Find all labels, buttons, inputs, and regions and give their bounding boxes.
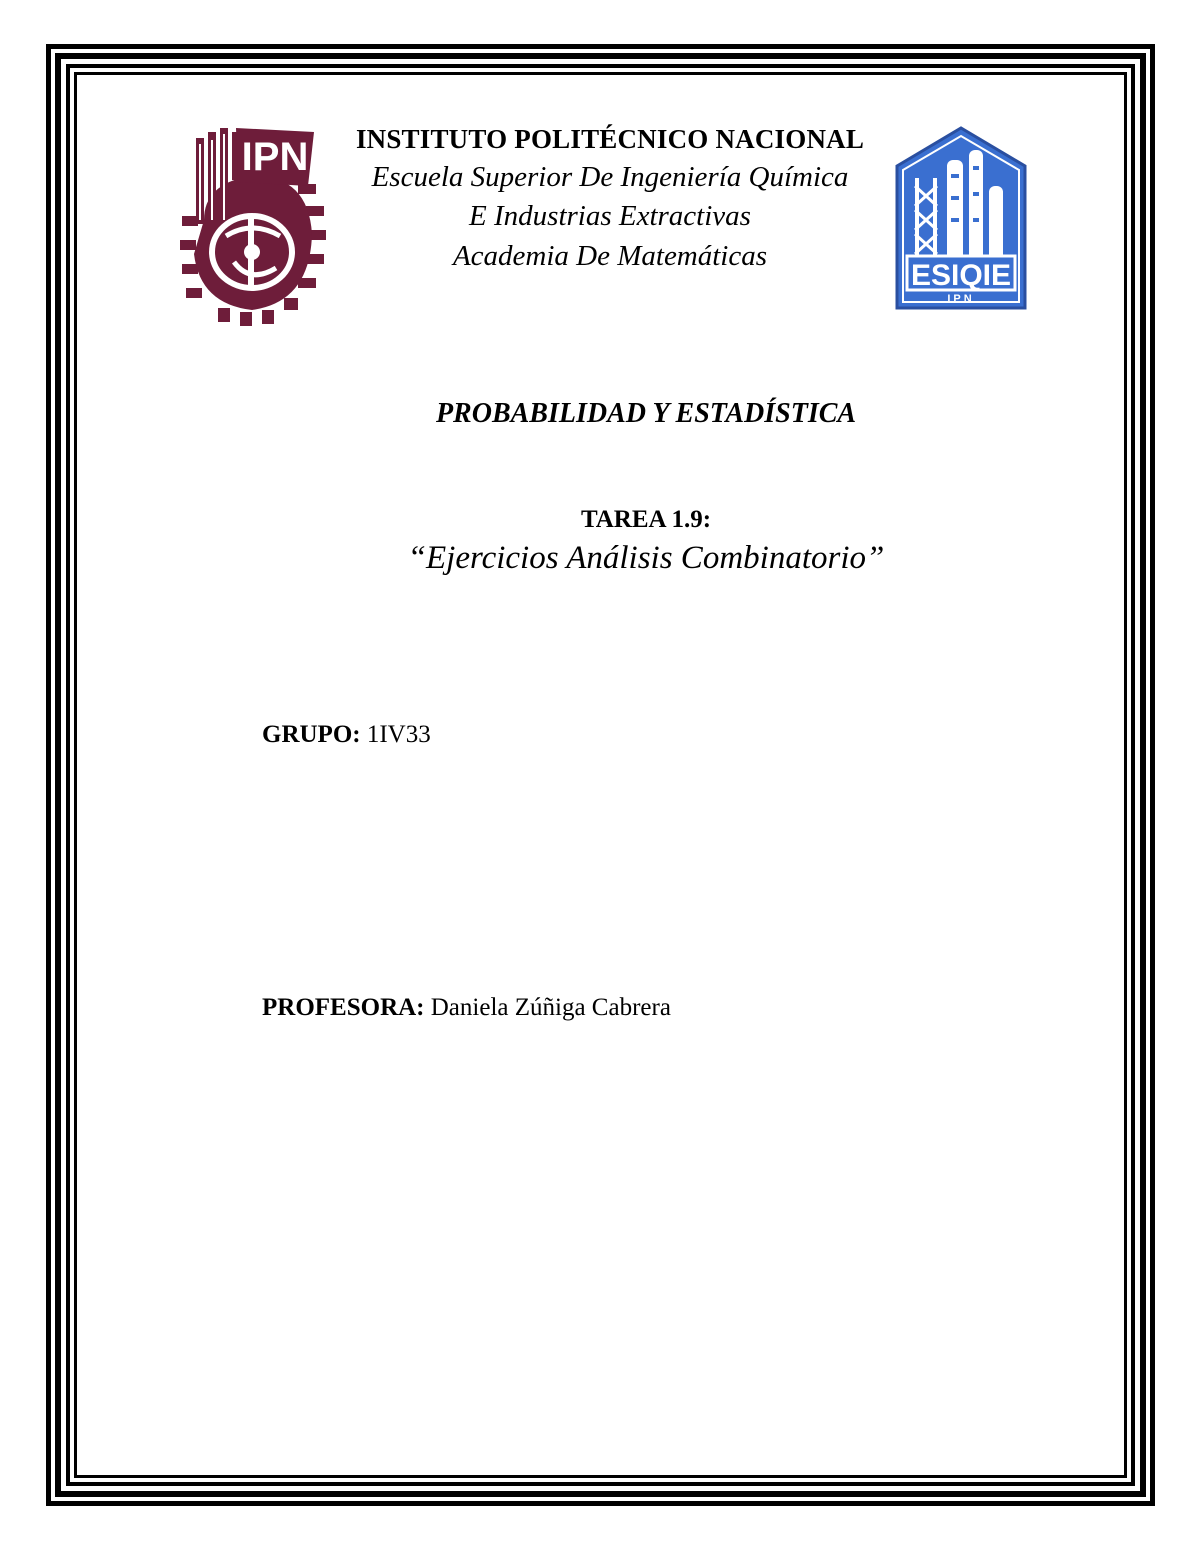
academy-name: Academia De Matemáticas bbox=[452, 240, 768, 272]
group-label: GRUPO: bbox=[262, 721, 361, 748]
subject-title: PROBABILIDAD Y ESTADÍSTICA bbox=[435, 398, 857, 429]
assignment-title: “Ejercicios Análisis Combinatorio” bbox=[407, 540, 885, 576]
school-name-line1: Escuela Superior De Ingeniería Química bbox=[371, 161, 849, 193]
esiqie-logo-subtext: IPN bbox=[947, 293, 975, 305]
teacher-label: PROFESORA: bbox=[262, 994, 425, 1021]
teacher-field bbox=[262, 994, 671, 1022]
institute-name: INSTITUTO POLITÉCNICO NACIONAL bbox=[355, 124, 865, 154]
assignment-label: TAREA 1.9: bbox=[580, 506, 712, 533]
group-value: 1IV33 bbox=[366, 721, 431, 748]
teacher-value: Daniela Zúñiga Cabrera bbox=[430, 994, 671, 1021]
esiqie-logo-text: ESIQIE bbox=[910, 259, 1012, 292]
ipn-logo-text: IPN bbox=[241, 135, 309, 179]
group-field bbox=[262, 721, 431, 749]
school-name-line2: E Industrias Extractivas bbox=[469, 200, 751, 232]
